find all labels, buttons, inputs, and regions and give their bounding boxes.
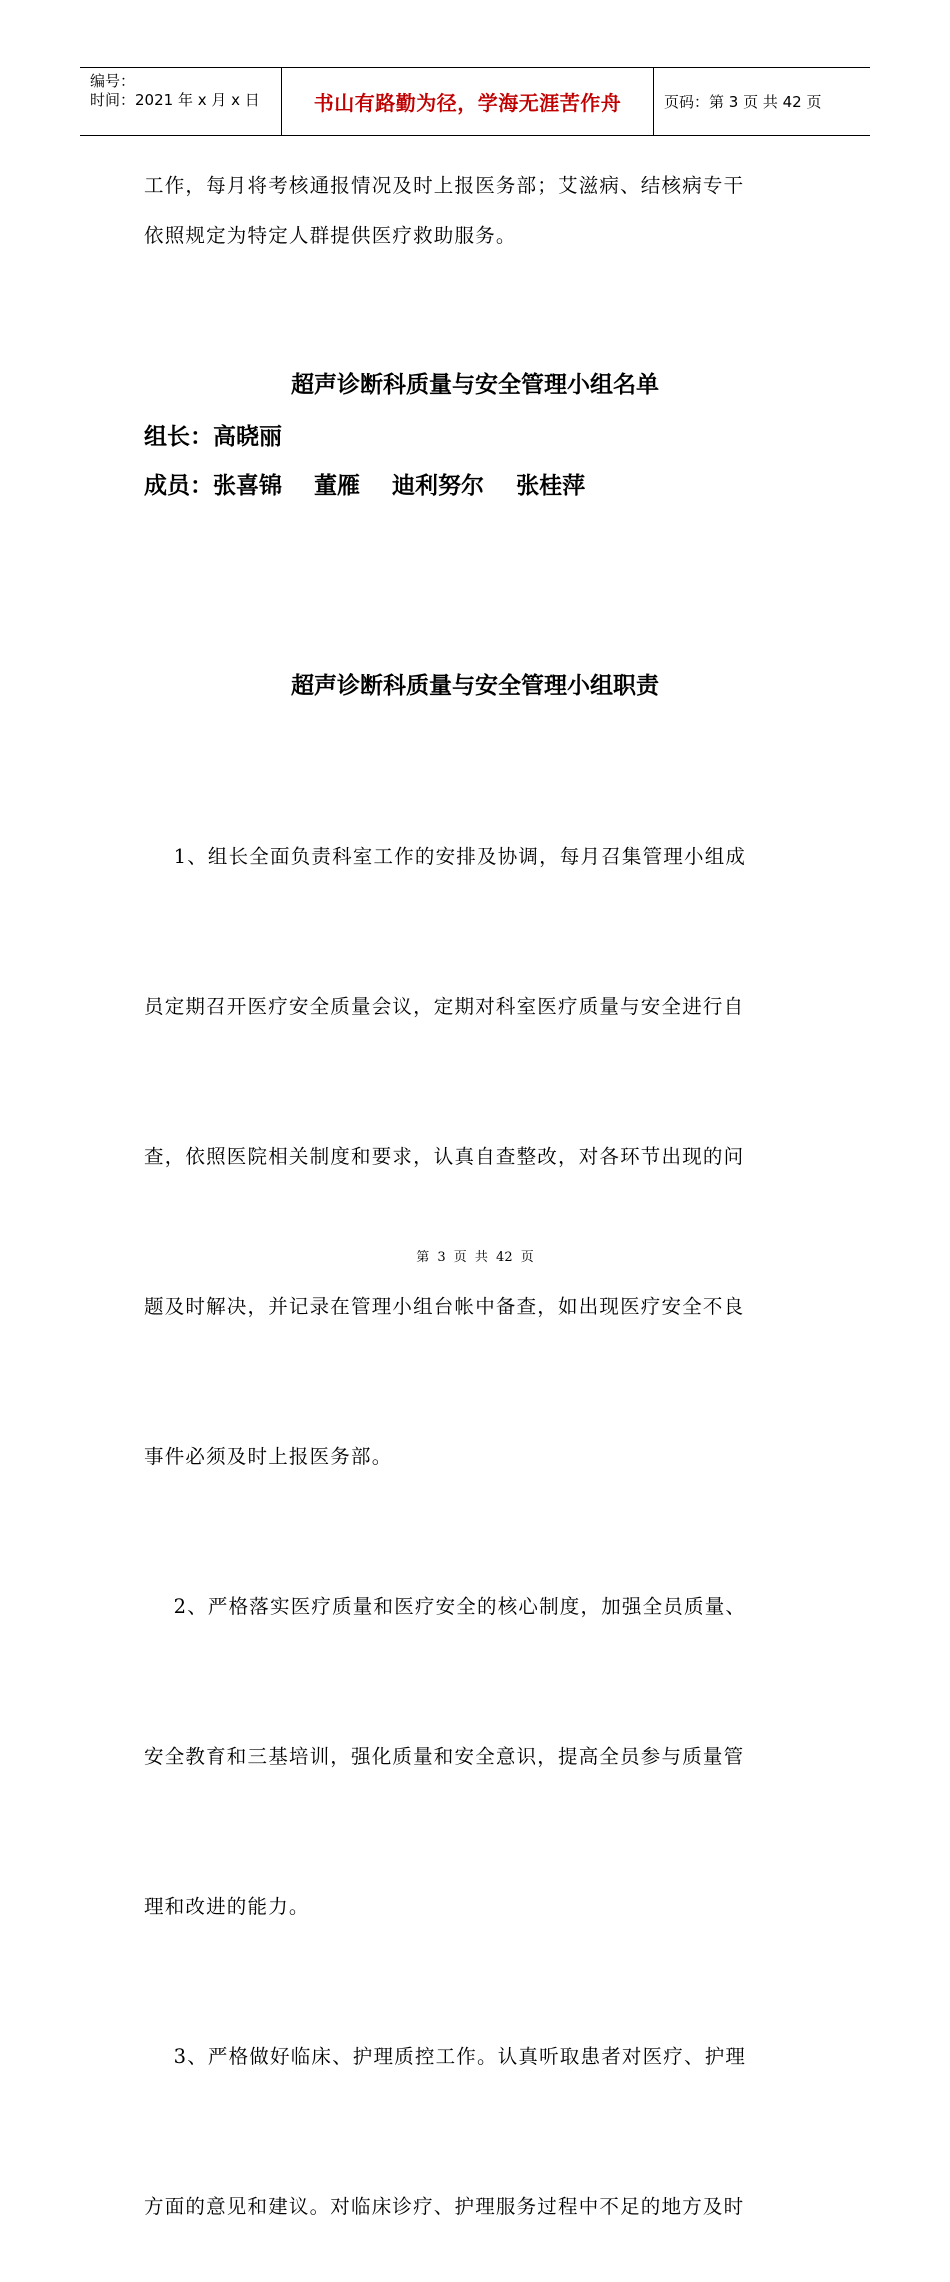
duty-line: 事件必须及时上报医务部。	[144, 1445, 393, 1468]
duties-body	[144, 732, 808, 2282]
paragraph-line: 依照规定为特定人群提供医疗救助服务。	[144, 224, 517, 247]
duty-line: 1、组长全面负责科室工作的安排及协调，每月召集管理小组成	[144, 845, 747, 868]
header-page-number: 页码：第 3 页 共 42 页	[664, 93, 822, 111]
paragraph-line: 工作，每月将考核通报情况及时上报医务部；艾滋病、结核病专干	[144, 174, 745, 197]
group-members: 成员：张喜锦 董雁 迪利努尔 张桂萍	[144, 473, 586, 499]
header-motto: 书山有路勤为径，学海无涯苦作舟	[313, 91, 622, 115]
duty-line: 安全教育和三基培训，强化质量和安全意识，提高全员参与质量管	[144, 1745, 745, 1768]
duties-title: 超声诊断科质量与安全管理小组职责	[291, 673, 659, 699]
intro-paragraph	[144, 161, 808, 261]
document-date-label: 时间：2021 年 x 月 x 日	[90, 91, 260, 109]
header-page-cell	[654, 68, 870, 135]
duty-line: 员定期召开医疗安全质量会议，定期对科室医疗质量与安全进行自	[144, 995, 745, 1018]
page-header	[80, 67, 870, 136]
header-motto-cell	[282, 68, 654, 135]
group-leader: 组长：高晓丽	[144, 424, 282, 450]
page-footer: 第 3 页 共 42 页	[416, 1250, 534, 1265]
duty-line: 查，依照医院相关制度和要求，认真自查整改，对各环节出现的问	[144, 1145, 745, 1168]
duty-line: 题及时解决，并记录在管理小组台帐中备查，如出现医疗安全不良	[144, 1295, 745, 1318]
document-number-label: 编号：	[90, 72, 136, 90]
duty-line: 理和改进的能力。	[144, 1895, 310, 1918]
duty-line: 方面的意见和建议。对临床诊疗、护理服务过程中不足的地方及时	[144, 2195, 745, 2218]
duty-line: 3、严格做好临床、护理质控工作。认真听取患者对医疗、护理	[144, 2045, 747, 2068]
header-meta-cell	[80, 68, 282, 135]
roster-title: 超声诊断科质量与安全管理小组名单	[291, 372, 659, 398]
duty-line: 2、严格落实医疗质量和医疗安全的核心制度，加强全员质量、	[144, 1595, 747, 1618]
